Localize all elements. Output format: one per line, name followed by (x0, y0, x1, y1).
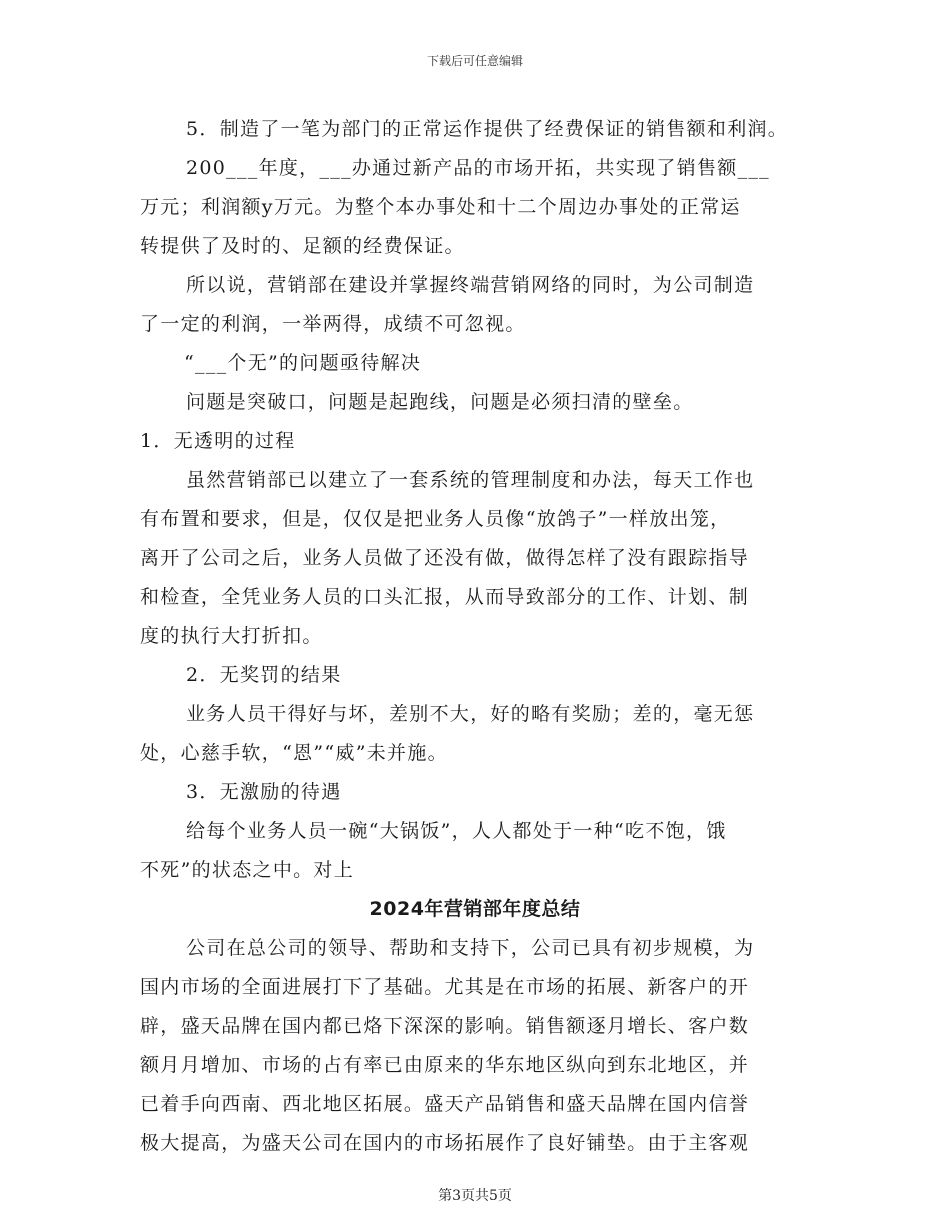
body-line: 所以说，营销部在建设并掌握终端营销网络的同时，为公司制造 (186, 274, 755, 296)
body-line: 公司在总公司的领导、帮助和支持下，公司已具有初步规模，为 (186, 937, 755, 959)
body-line: 离开了公司之后，业务人员做了还没有做，做得怎样了没有跟踪指导 (140, 547, 750, 569)
item-3-heading: 3．无激励的待遇 (186, 781, 342, 803)
body-line: 辟，盛天品牌在国内都已烙下深深的影响。销售额逐月增长、客户数 (140, 1015, 750, 1037)
body-line: 国内市场的全面进展打下了基础。尤其是在市场的拓展、新客户的开 (140, 976, 750, 998)
point-5-heading: 5．制造了一笔为部门的正常运作提供了经费保证的销售额和利润。 (186, 118, 789, 140)
document-title: 2024年营销部年度总结 (369, 898, 581, 920)
body-line: 极大提高，为盛天公司在国内的市场拓展作了良好铺垫。由于主客观 (140, 1132, 750, 1154)
item-1-heading: 1．无透明的过程 (140, 430, 296, 452)
page-header: 下载后可任意编辑 (426, 54, 523, 68)
body-line: 万元；利润额y万元。为整个本办事处和十二个周边办事处的正常运 (140, 196, 741, 218)
body-line: 已着手向西南、西北地区拓展。盛天产品销售和盛天品牌在国内信誉 (140, 1093, 750, 1115)
body-line: 200___年度，___办通过新产品的市场开拓，共实现了销售额___ (186, 157, 770, 179)
body-line: 业务人员干得好与坏，差别不大，好的略有奖励；差的，毫无惩 (186, 703, 755, 725)
body-line: 问题是突破口，问题是起跑线，问题是必须扫清的壁垒。 (186, 391, 694, 413)
section-heading: “___个无”的问题亟待解决 (184, 352, 422, 374)
item-2-heading: 2．无奖罚的结果 (186, 664, 342, 686)
text-block-2 (140, 929, 810, 1163)
body-line: 额月月增加、市场的占有率已由原来的华东地区纵向到东北地区，并 (140, 1054, 750, 1076)
body-line: 处，心慈手软，“恩”“威”未并施。 (140, 742, 448, 764)
page-footer: 第3页共5页 (438, 1188, 512, 1204)
body-line: 不死”的状态之中。对上 (140, 859, 355, 881)
body-line: 给每个业务人员一碗“大锅饭”，人人都处于一种“吃不饱，饿 (186, 820, 727, 842)
body-line: 度的执行大打折扣。 (140, 625, 323, 647)
body-line: 转提供了及时的、足额的经费保证。 (140, 235, 465, 257)
body-line: 了一定的利润，一举两得，成绩不可忽视。 (140, 313, 526, 335)
body-line: 虽然营销部已以建立了一套系统的管理制度和办法，每天工作也 (186, 469, 755, 491)
body-line: 有布置和要求，但是，仅仅是把业务人员像“放鸽子”一样放出笼， (140, 508, 731, 530)
body-line: 和检查，全凭业务人员的口头汇报，从而导致部分的工作、计划、制 (140, 586, 750, 608)
document-body (140, 110, 810, 1163)
text-block-1 (140, 110, 810, 890)
